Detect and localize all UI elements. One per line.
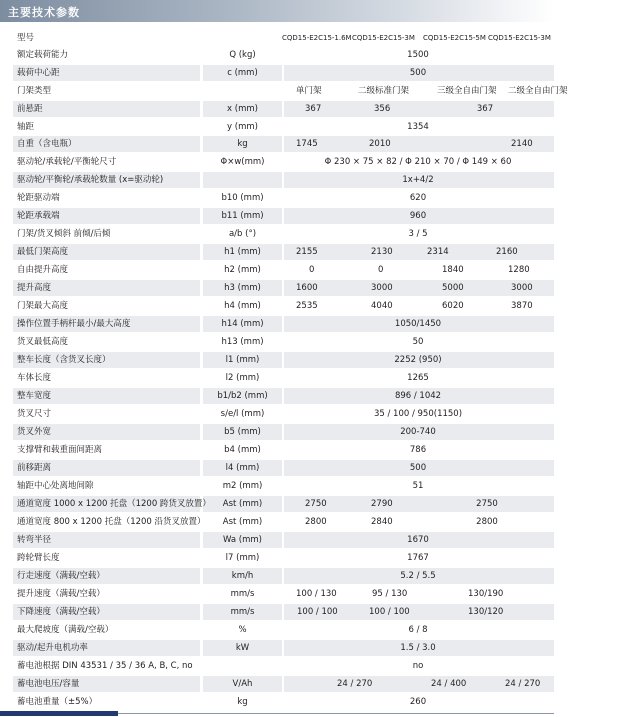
spec-label: 货叉最低高度 [17,337,69,347]
spec-value: 6 / 8 [408,625,428,635]
spec-row [0,154,554,170]
spec-value: 24 / 270 [505,679,541,689]
spec-value: 2010 [369,139,391,149]
spec-value: 51 [412,481,424,491]
spec-value: 6020 [442,301,464,311]
spec-row [0,658,554,674]
spec-value: 3000 [371,283,393,293]
spec-value: 1265 [407,373,429,383]
spec-value: 5.2 / 5.5 [400,571,436,581]
spec-value: 2252 (950) [394,355,442,365]
spec-label: 前移距离 [17,463,52,473]
spec-row [0,424,554,440]
spec-value: 100 / 100 [369,607,410,617]
spec-unit: y (mm) [227,122,258,132]
spec-label: 操作位置手柄杆最小/最大高度 [17,319,131,329]
spec-unit: mm/s [230,607,255,617]
spec-value: 896 / 1042 [394,391,442,401]
spec-unit: b4 (mm) [224,445,261,455]
cell-background [13,119,200,135]
footer-divider [118,713,554,714]
spec-row [0,676,554,692]
spec-value: 1500 [407,50,429,60]
spec-unit: l1 (mm) [225,355,260,365]
spec-unit: h2 (mm) [224,265,261,275]
spec-value: 1x+4/2 [402,175,434,185]
spec-unit: m2 (mm) [222,481,263,491]
cell-background [203,658,282,674]
spec-unit: l2 (mm) [225,373,260,383]
spec-value: 2535 [296,301,318,311]
spec-row [0,280,554,296]
spec-value: 1354 [407,122,429,132]
spec-label: 蓄电池根据 DIN 43531 / 35 / 36 A, B, C, no [17,661,193,671]
spec-row [0,442,554,458]
spec-unit: Wa (mm) [223,535,262,545]
spec-value: 95 / 130 [372,589,408,599]
spec-label: 跨轮臂长度 [17,553,60,563]
spec-label: 驱动轮/承载轮/平衡轮尺寸 [17,157,117,167]
spec-value: 2750 [305,499,327,509]
spec-row [0,30,554,46]
spec-value: 50 [412,337,424,347]
spec-unit: mm/s [230,589,255,599]
spec-row [0,406,554,422]
spec-label: 通道宽度 800 x 1200 托盘（1200 沿货叉放置） [17,517,206,527]
spec-value: 100 / 100 [297,607,338,617]
spec-value: 4040 [371,301,393,311]
spec-unit: km/h [231,571,254,581]
spec-unit: s/e/l (mm) [220,409,265,419]
spec-label: 最大爬坡度（满载/空载） [17,625,114,635]
spec-value: 367 [305,104,322,114]
spec-label: 自重（含电瓶） [17,139,77,149]
spec-unit: kg [237,139,248,149]
spec-label: 货叉尺寸 [17,409,52,419]
spec-row [0,514,554,530]
spec-value: 130/190 [468,589,504,599]
spec-value: 1600 [296,283,318,293]
spec-label: 自由提升高度 [17,265,69,275]
spec-unit: kW [235,643,250,653]
spec-value: 2160 [496,247,518,257]
spec-value: 100 / 130 [296,589,337,599]
spec-value: 2314 [427,247,449,257]
cell-background [13,30,200,46]
spec-value: 1280 [508,265,530,275]
spec-unit: Ast (mm) [222,499,263,509]
spec-row [0,136,554,152]
spec-value: 2800 [476,517,498,527]
spec-unit: a/b (°) [228,229,257,239]
spec-unit: h13 (mm) [221,337,264,347]
spec-value: 2840 [371,517,393,527]
spec-row [0,334,554,350]
spec-value: 3000 [511,283,533,293]
spec-unit: Ast (mm) [222,517,263,527]
spec-label: 最低门架高度 [17,247,69,257]
spec-label: 载荷中心距 [17,68,60,78]
spec-value: 2800 [305,517,327,527]
spec-value: 960 [409,211,427,221]
spec-label: 支撑臂和载重面间距离 [17,445,103,455]
spec-label: 车体长度 [17,373,52,383]
spec-label: 轮距驱动端 [17,193,60,203]
spec-value: 35 / 100 / 950(1150) [373,409,463,419]
spec-row [0,586,554,602]
footer-accent-bar [0,711,118,716]
spec-value: 1767 [407,553,429,563]
spec-label: 下降速度（满载/空载） [17,607,105,617]
spec-value: 260 [409,697,427,707]
spec-value: 三级全自由门架 [437,86,497,96]
spec-label: 通道宽度 1000 x 1200 托盘（1200 跨货叉放置） [17,499,211,509]
spec-label: 型号 [17,33,35,43]
spec-value: CQD15-E2C15-3M [352,34,415,42]
spec-value: CQD15-E2C15-1.6M [282,34,352,42]
spec-value: 367 [476,104,494,114]
spec-value: 356 [374,104,391,114]
spec-unit: h4 (mm) [224,301,261,311]
spec-unit: Φ×w(mm) [220,157,265,167]
spec-label: 门架最大高度 [17,301,69,311]
cell-background [203,30,282,46]
spec-row [0,550,554,566]
spec-value: 5000 [442,283,464,293]
spec-unit: V/Ah [232,679,253,689]
spec-row [0,316,554,332]
spec-unit: b11 (mm) [221,211,264,221]
spec-label: 轴距 [17,122,35,132]
spec-row [0,244,554,260]
spec-value: 0 [378,265,384,275]
spec-value: 2140 [511,139,533,149]
spec-unit: % [238,625,247,635]
spec-row [0,694,554,710]
spec-value: no [412,661,424,671]
spec-label: 蓄电池电压/容量 [17,679,80,689]
spec-row [0,65,554,81]
spec-unit: x (mm) [227,104,258,114]
spec-label: 提升速度（满载/空载） [17,589,105,599]
spec-row [0,496,554,512]
spec-value: 单门架 [296,86,322,96]
spec-value: 1050/1450 [394,319,442,329]
spec-value: 2155 [296,247,318,257]
spec-value: 1745 [296,139,318,149]
spec-row [0,370,554,386]
spec-label: 行走速度（满载/空载） [17,571,105,581]
spec-label: 货叉外宽 [17,427,52,437]
spec-value: 3 / 5 [408,229,428,239]
spec-unit: h14 (mm) [221,319,264,329]
spec-value: 2750 [476,499,498,509]
spec-unit: l4 (mm) [225,463,260,473]
spec-value: 500 [409,68,427,78]
section-header-bar [0,0,554,22]
spec-unit: c (mm) [227,68,258,78]
cell-background [203,83,282,99]
spec-row [0,190,554,206]
spec-row [0,172,554,188]
spec-value: 3870 [511,301,533,311]
spec-unit: Q (kg) [229,50,256,60]
spec-value: 500 [409,463,427,473]
spec-value: 2790 [371,499,393,509]
spec-unit: kg [237,697,248,707]
spec-row [0,208,554,224]
spec-row [0,568,554,584]
spec-value: 24 / 400 [431,679,467,689]
spec-value: 620 [409,193,427,203]
spec-row [0,226,554,242]
spec-value: 786 [409,445,427,455]
spec-row [0,262,554,278]
spec-value: 0 [309,265,315,275]
spec-value: 二级标准门架 [358,86,410,96]
spec-row [0,478,554,494]
spec-label: 额定载荷能力 [17,50,69,60]
spec-unit: h1 (mm) [224,247,261,257]
spec-value: Φ 230 × 75 × 82 / Φ 210 × 70 / Φ 149 × 60 [324,157,512,167]
spec-unit: b1/b2 (mm) [217,391,268,401]
spec-unit: l7 (mm) [225,553,260,563]
spec-value: 1.5 / 3.0 [400,643,436,653]
spec-value: 1840 [442,265,464,275]
spec-value: 24 / 270 [337,679,373,689]
spec-value: 二级全自由门架 [508,86,568,96]
spec-value: 2130 [371,247,393,257]
spec-row [0,640,554,656]
spec-row [0,352,554,368]
spec-unit: b5 (mm) [224,427,261,437]
spec-label: 蓄电池重量（±5%） [17,697,98,707]
spec-unit: h3 (mm) [224,283,261,293]
spec-row [0,604,554,620]
spec-label: 门架类型 [17,86,52,96]
spec-label: 轴距中心处离地间隙 [17,481,94,491]
spec-row [0,460,554,476]
spec-value: 200-740 [400,427,436,437]
spec-label: 整车长度（含货叉长度） [17,355,111,365]
spec-unit: b10 (mm) [221,193,264,203]
section-title: 主要技术参数 [8,6,80,19]
spec-row [0,298,554,314]
spec-row [0,388,554,404]
spec-value: CQD15-E2C15-3M [488,34,551,42]
spec-value: 1670 [407,535,429,545]
cell-background [203,172,282,188]
spec-row [0,101,554,117]
spec-label: 前悬距 [17,104,43,114]
spec-row [0,119,554,135]
spec-row [0,47,554,63]
spec-row [0,83,568,99]
spec-row [0,532,554,548]
spec-label: 整车宽度 [17,391,52,401]
spec-label: 提升高度 [17,283,52,293]
spec-label: 驱动/起升电机功率 [17,643,88,653]
spec-value: CQD15-E2C15-5M [423,34,486,42]
spec-row [0,622,554,638]
spec-label: 转弯半径 [17,535,52,545]
spec-label: 轮距承载端 [17,211,60,221]
spec-value: 130/120 [468,607,504,617]
spec-label: 驱动轮/平衡轮/承载轮数量 (x=驱动轮) [17,175,164,185]
spec-label: 门架/货叉倾斜 前倾/后倾 [17,229,111,239]
